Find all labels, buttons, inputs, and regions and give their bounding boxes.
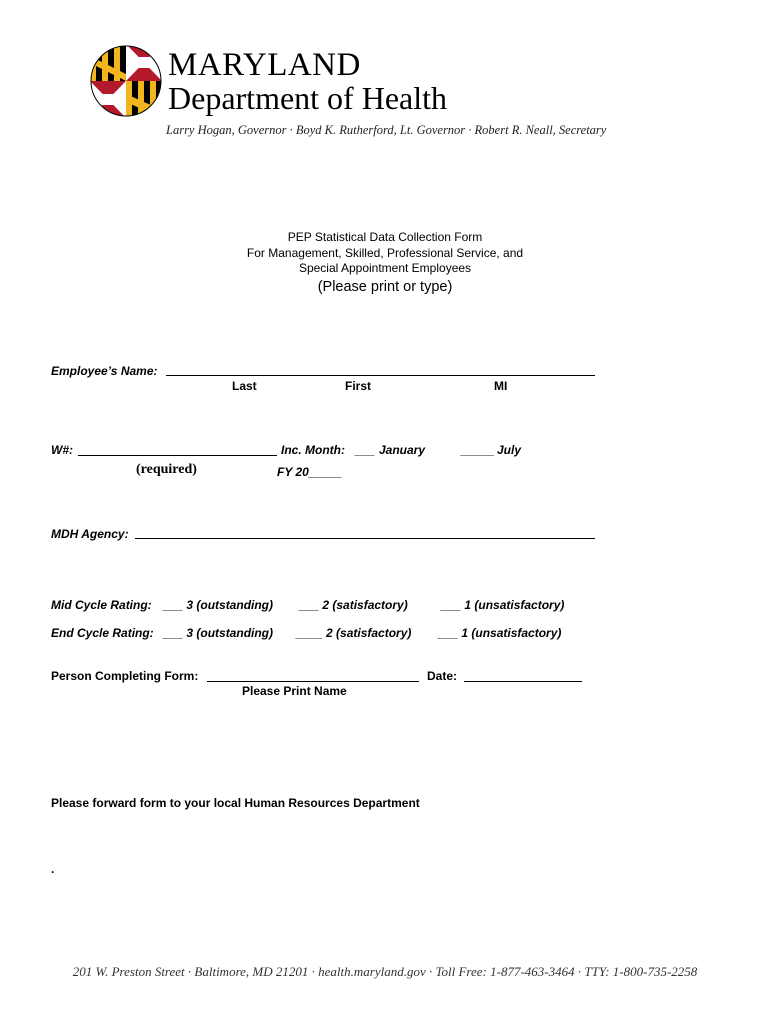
mid-cycle-option-satisfactory[interactable]: ___ 2 (satisfactory) [299, 598, 408, 612]
department-name: Department of Health [168, 80, 447, 116]
maryland-flag-logo [90, 44, 162, 118]
w-number-label: W#: [51, 443, 73, 457]
employee-name-field[interactable] [166, 375, 595, 376]
inc-month-label: Inc. Month: [281, 443, 345, 457]
end-cycle-option-outstanding[interactable]: ___ 3 (outstanding) [163, 626, 274, 640]
july-checkbox-blank[interactable]: _____ [461, 443, 495, 457]
date-field[interactable] [464, 681, 582, 682]
forward-note: Please forward form to your local Human Resources Department [51, 796, 420, 810]
w-number-field[interactable] [78, 455, 277, 456]
middle-initial-caption: MI [494, 379, 508, 393]
form-title-line1: PEP Statistical Data Collection Form [287, 230, 483, 244]
print-or-type-note: (Please print or type) [317, 278, 453, 295]
person-completing-label: Person Completing Form: [51, 669, 199, 683]
person-completing-field[interactable] [207, 681, 419, 682]
fiscal-year-field[interactable]: FY 20_____ [277, 465, 343, 479]
first-name-caption: First [345, 379, 372, 393]
required-note: (required) [136, 462, 197, 477]
mid-cycle-label: Mid Cycle Rating: [51, 598, 152, 612]
january-option: January [379, 443, 426, 457]
mid-cycle-option-outstanding[interactable]: ___ 3 (outstanding) [163, 598, 274, 612]
agency-field[interactable] [135, 538, 595, 539]
agency-label: MDH Agency: [51, 527, 129, 541]
form-title-block [0, 230, 770, 297]
mid-cycle-option-unsatisfactory[interactable]: ___ 1 (unsatisfactory) [441, 598, 565, 612]
employee-name-label: Employee’s Name: [51, 364, 158, 378]
stray-dot: . [51, 862, 55, 876]
end-cycle-option-satisfactory[interactable]: ____ 2 (satisfactory) [296, 626, 412, 640]
footer-address: 201 W. Preston Street · Baltimore, MD 21201 · health.maryland.gov · Toll Free: 1-877-463-3464 · TTY: 1-800-735-2258 [72, 964, 698, 979]
form-title-line2: For Management, Skilled, Professional Service, and [246, 245, 524, 260]
july-option: July [497, 443, 522, 457]
date-label: Date: [427, 669, 458, 683]
end-cycle-label: End Cycle Rating: [51, 626, 154, 640]
form-title-line3: Special Appointment Employees [298, 261, 472, 275]
officials-line: Larry Hogan, Governor · Boyd K. Rutherford, Lt. Governor · Robert R. Neall, Secretary [166, 123, 607, 137]
print-name-caption: Please Print Name [242, 684, 347, 698]
last-name-caption: Last [232, 379, 257, 393]
end-cycle-option-unsatisfactory[interactable]: ___ 1 (unsatisfactory) [438, 626, 562, 640]
org-name: MARYLAND [168, 47, 361, 83]
january-checkbox-blank[interactable]: ___ [355, 443, 376, 457]
maryland-flag-icon [90, 44, 162, 118]
